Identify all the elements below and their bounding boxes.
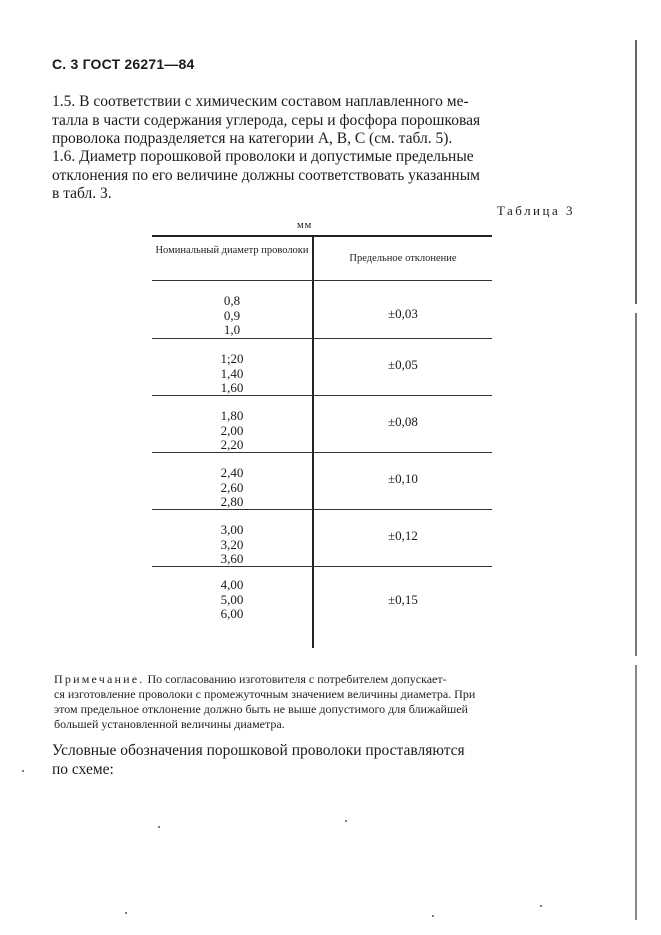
table-note (54, 672, 570, 732)
diameter-value: 2,00 (220, 422, 244, 438)
diameter-cell (152, 352, 312, 396)
deviation-value: ±0,03 (388, 306, 418, 321)
diameter-value: 5,00 (220, 591, 244, 607)
paragraph-line: по схеме: (52, 761, 114, 778)
diameter-cell (152, 409, 312, 453)
diameter-value: 0,8 (223, 293, 241, 308)
tolerance-table (152, 235, 492, 648)
scan-speck (345, 820, 347, 822)
diameter-value: 2,80 (220, 494, 244, 509)
diameter-value: 3,00 (220, 522, 244, 537)
diameter-cell (152, 523, 312, 567)
note-text: По согласованию изготовителя с потребителем допускает- (147, 672, 447, 686)
diameter-value: 1,0 (223, 322, 241, 337)
scan-speck (158, 826, 160, 828)
row-separator (152, 509, 492, 510)
paragraph-1-5 (52, 93, 574, 149)
diameter-value: 2,40 (220, 465, 244, 480)
note-line: ся изготовление проволоки с промежуточным значением величины диаметра. При (54, 687, 476, 701)
paragraph-line: 1.5. В соответствии с химическим составом наплавленного ме- (52, 93, 469, 110)
paragraph-line: отклонения по его величине должны соответствовать указанным (52, 166, 480, 184)
row-separator (152, 338, 492, 339)
header-deviation: Предельное отклонение (349, 253, 457, 264)
diameter-cell (152, 294, 312, 338)
deviation-value: ±0,08 (388, 414, 418, 429)
table-column-divider (312, 235, 314, 648)
final-paragraph (52, 741, 574, 779)
paragraph-line: Условные обозначения порошковой проволоки проставляются (52, 742, 465, 759)
paragraph-line: 1.6. Диаметр порошковой проволоки и допустимые предельные (52, 148, 474, 165)
diameter-value: 1,80 (220, 408, 244, 423)
diameter-value: 6,00 (220, 606, 244, 621)
page-header: С. 3 ГОСТ 26271—84 (52, 56, 195, 72)
paragraph-line: талла в части содержания углерода, серы и фосфора порошковая (52, 111, 481, 129)
paragraph-1-6 (52, 148, 574, 204)
diameter-value: 0,9 (223, 307, 241, 323)
diameter-value: 1,60 (220, 380, 244, 395)
note-label: Примечание. (54, 672, 145, 686)
table-header-rule (152, 280, 492, 281)
deviation-value: ±0,10 (388, 471, 418, 486)
note-line (54, 672, 570, 687)
row-separator (152, 566, 492, 567)
scan-speck (432, 915, 434, 917)
deviation-value: ±0,05 (388, 357, 418, 372)
diameter-value: 2,60 (220, 479, 244, 495)
diameter-value: 1;20 (220, 351, 244, 366)
note-line: большей установленной величины диаметра. (54, 717, 285, 731)
diameter-cell (152, 466, 312, 510)
paragraph-line: проволока подразделяется на категории А, В, С (см. табл. 5). (52, 130, 453, 147)
table-caption: Таблица 3 (496, 203, 575, 218)
deviation-value: ±0,12 (388, 528, 418, 543)
scan-speck (125, 912, 127, 914)
diameter-value: 1,40 (220, 365, 244, 381)
paragraph-line: в табл. 3. (52, 185, 112, 202)
table-unit: мм (297, 220, 313, 231)
diameter-value: 4,00 (220, 577, 244, 592)
diameter-cell (152, 578, 312, 622)
row-separator (152, 395, 492, 396)
scan-speck (540, 905, 542, 907)
row-separator (152, 452, 492, 453)
note-line: этом предельное отклонение должно быть не выше допустимого для ближайшей (54, 702, 468, 716)
diameter-value: 3,20 (220, 536, 244, 552)
deviation-value: ±0,15 (388, 592, 418, 607)
diameter-value: 2,20 (220, 437, 244, 452)
scan-speck (22, 770, 24, 772)
scan-edge-line (635, 40, 637, 920)
table-top-rule (152, 235, 492, 237)
header-diameter: Номинальный диаметр проволоки (155, 245, 309, 256)
diameter-value: 3,60 (220, 551, 244, 566)
